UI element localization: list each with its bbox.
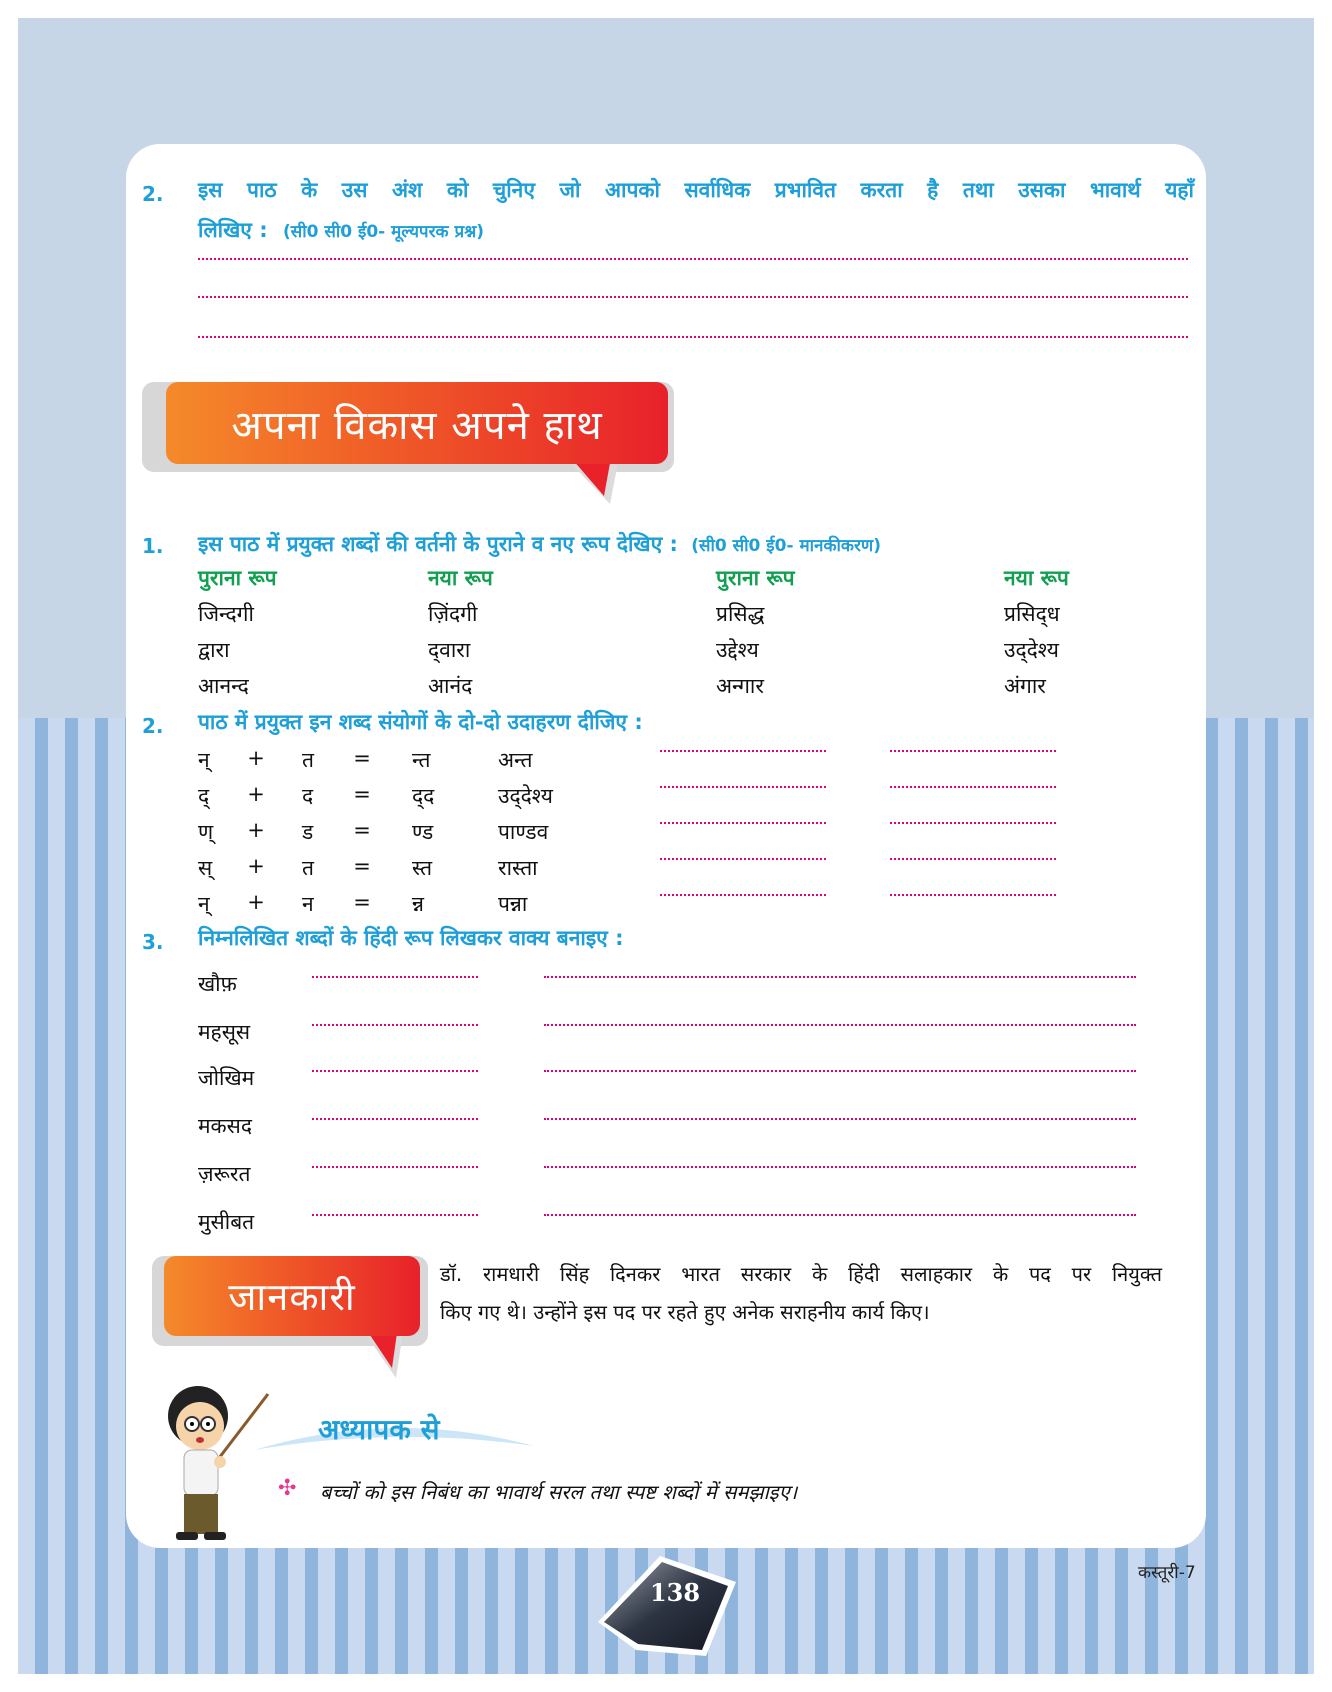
section2-text: पाठ में प्रयुक्त इन शब्द संयोगों के दो-दो उदाहरण दीजिए : — [198, 710, 643, 734]
new-word: द्‌वारा — [428, 638, 471, 662]
letter-b: द — [302, 784, 314, 808]
answer-blank[interactable] — [660, 822, 826, 824]
new-word: प्रसिद्‌ध — [1004, 602, 1060, 626]
answer-blank[interactable] — [890, 858, 1056, 860]
word-to-convert: ज़रूरत — [198, 1162, 251, 1186]
letter-a: न् — [198, 892, 210, 916]
header-new-form-2: नया रूप — [1004, 566, 1069, 590]
answer-blank[interactable] — [890, 786, 1056, 788]
sentence-blank[interactable] — [544, 1118, 1136, 1120]
combined-letter: न्न — [412, 892, 424, 916]
section2-number: 2. — [142, 714, 164, 738]
hindi-form-blank[interactable] — [312, 1166, 478, 1168]
letter-a: न् — [198, 748, 210, 772]
info-text-line1: डॉ. रामधारी सिंह दिनकर भारत सरकार के हिंदी सलाहकार के पद पर नियुक्त — [440, 1262, 1162, 1286]
answer-line[interactable] — [198, 296, 1188, 298]
sentence-blank[interactable] — [544, 1070, 1136, 1072]
hindi-form-blank[interactable] — [312, 1070, 478, 1072]
letter-b: त — [302, 856, 314, 880]
word-to-convert: खौफ़ — [198, 972, 237, 996]
letter-a: स् — [198, 856, 213, 880]
old-word: द्वारा — [198, 638, 230, 662]
answer-blank[interactable] — [660, 750, 826, 752]
section1-text — [198, 530, 881, 558]
section1-tag: (सी0 सी0 ई0- मानकीकरण) — [691, 536, 881, 556]
header-old-form-2: पुराना रूप — [716, 566, 795, 590]
example-word: पन्ना — [498, 892, 528, 916]
word-to-convert: मुसीबत — [198, 1210, 255, 1234]
question-number: 2. — [142, 182, 164, 206]
new-word: अंगार — [1004, 674, 1046, 698]
section1-number: 1. — [142, 534, 164, 558]
letter-b: ड — [302, 820, 314, 844]
info-text-line2: किए गए थे। उन्होंने इस पद पर रहते हुए अनेक सराहनीय कार्य किए। — [440, 1300, 930, 1324]
old-word: उद्देश्य — [716, 638, 759, 662]
equals-sign: = — [353, 854, 371, 878]
sentence-blank[interactable] — [544, 1214, 1136, 1216]
hindi-form-blank[interactable] — [312, 1214, 478, 1216]
plus-sign: + — [247, 746, 265, 770]
example-word: अन्त — [498, 748, 533, 772]
page-number-badge — [590, 1552, 740, 1662]
letter-b: न — [302, 892, 314, 916]
section1-question: इस पाठ में प्रयुक्त शब्दों की वर्तनी के पुराने व नए रूप देखिए : — [198, 532, 678, 556]
section3-text: निम्नलिखित शब्दों के हिंदी रूप लिखकर वाक्य बनाइए : — [198, 926, 624, 950]
sentence-blank[interactable] — [544, 1024, 1136, 1026]
sentence-blank[interactable] — [544, 1166, 1136, 1168]
letter-a: ण् — [198, 820, 214, 844]
equals-sign: = — [353, 782, 371, 806]
combined-letter: न्त — [412, 748, 431, 772]
new-word: आनंद — [428, 674, 473, 698]
header-new-form-1: नया रूप — [428, 566, 493, 590]
plus-sign: + — [247, 854, 265, 878]
equals-sign: = — [353, 746, 371, 770]
plus-sign: + — [247, 818, 265, 842]
hindi-form-blank[interactable] — [312, 1024, 478, 1026]
letter-a: द् — [198, 784, 210, 808]
old-word: अन्गार — [716, 674, 764, 698]
page-number: 138 — [649, 1578, 701, 1607]
answer-blank[interactable] — [890, 750, 1056, 752]
plus-sign: + — [247, 782, 265, 806]
question-text-line2-main: लिखिए : — [198, 218, 268, 242]
example-word: पाण्डव — [498, 820, 549, 844]
bullet-icon: ✣ — [278, 1476, 297, 1501]
answer-blank[interactable] — [660, 894, 826, 896]
combined-letter: द्‌द — [412, 784, 435, 808]
question-tag: (सी0 सी0 ई0- मूल्यपरक प्रश्न) — [282, 222, 484, 242]
answer-blank[interactable] — [660, 786, 826, 788]
answer-blank[interactable] — [890, 894, 1056, 896]
equals-sign: = — [353, 818, 371, 842]
header-old-form-1: पुराना रूप — [198, 566, 277, 590]
letter-b: त — [302, 748, 314, 772]
equals-sign: = — [353, 890, 371, 914]
info-banner: जानकारी — [164, 1256, 420, 1336]
hindi-form-blank[interactable] — [312, 1118, 478, 1120]
word-to-convert: महसूस — [198, 1020, 251, 1044]
answer-line[interactable] — [198, 336, 1188, 338]
book-name: कस्तूरी-7 — [1138, 1563, 1196, 1583]
combined-letter: ण्ड — [412, 820, 434, 844]
combined-letter: स्त — [412, 856, 433, 880]
old-word: प्रसिद्ध — [716, 602, 765, 626]
answer-blank[interactable] — [660, 858, 826, 860]
old-word: जिन्दगी — [198, 602, 254, 626]
word-to-convert: जोखिम — [198, 1066, 255, 1090]
question-text-line2 — [198, 216, 484, 244]
question-text-line1: इस पाठ के उस अंश को चुनिए जो आपको सर्वाधिक प्रभावित करता है तथा उसका भावार्थ यहाँ — [198, 178, 1194, 202]
answer-line[interactable] — [198, 258, 1188, 260]
teacher-heading: अध्यापक से — [318, 1413, 440, 1446]
section-banner: अपना विकास अपने हाथ — [166, 382, 668, 464]
teacher-note: बच्चों को इस निबंध का भावार्थ सरल तथा स्पष्ट शब्दों में समझाइए। — [320, 1480, 798, 1504]
example-word: रास्ता — [498, 856, 538, 880]
hindi-form-blank[interactable] — [312, 976, 478, 978]
section3-number: 3. — [142, 930, 164, 954]
new-word: उद्‌देश्य — [1004, 638, 1059, 662]
example-word: उद्‌देश्य — [498, 784, 553, 808]
word-to-convert: मकसद — [198, 1114, 253, 1138]
old-word: आनन्द — [198, 674, 249, 698]
new-word: ज़िंदगी — [428, 602, 478, 626]
plus-sign: + — [247, 890, 265, 914]
sentence-blank[interactable] — [544, 976, 1136, 978]
answer-blank[interactable] — [890, 822, 1056, 824]
